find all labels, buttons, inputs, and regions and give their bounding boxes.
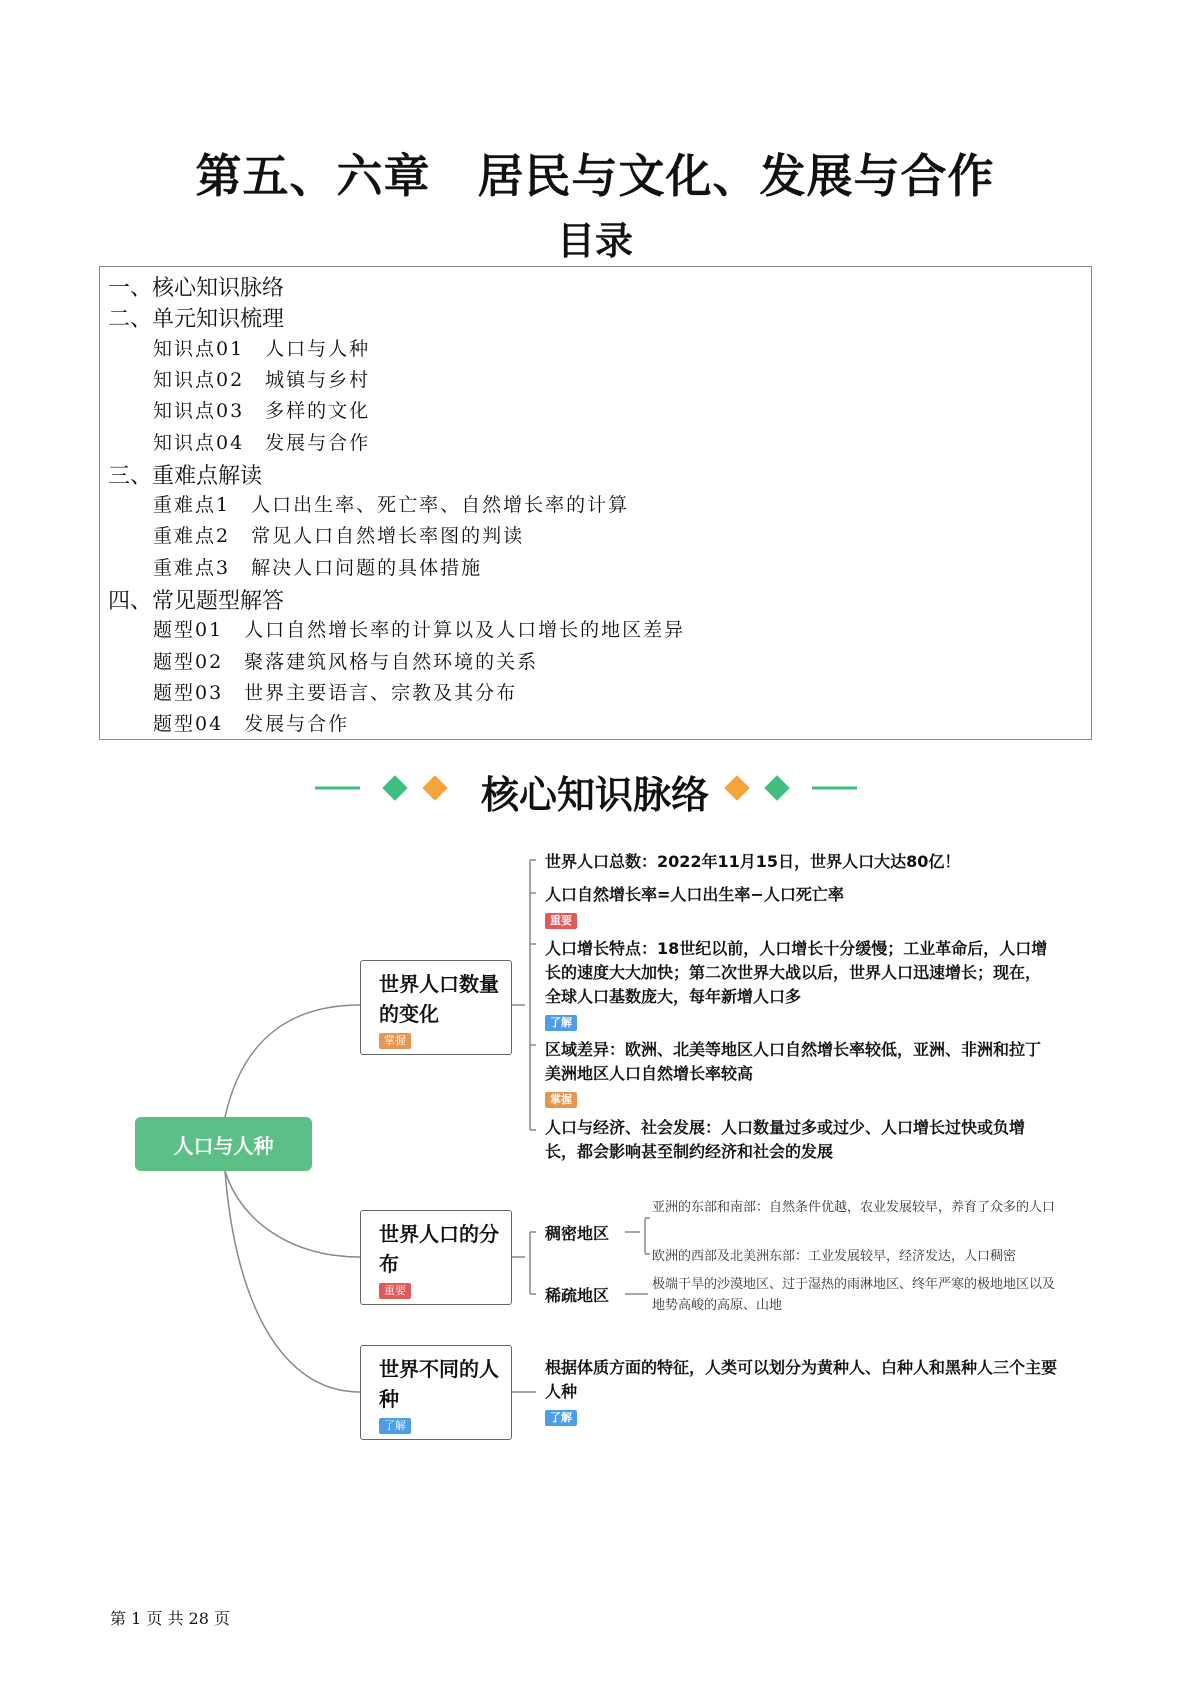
toc-entry: 题型01 人口自然增长率的计算以及人口增长的地区差异 <box>153 619 686 642</box>
toc-entry: 知识点01 人口与人种 <box>153 337 371 360</box>
toc-entry: 重难点1 人口出生率、死亡率、自然增长率的计算 <box>153 494 630 517</box>
section-title: 核心知识脉络 <box>480 773 709 817</box>
toc-section-heading: 二、单元知识梳理 <box>108 307 285 333</box>
tag-master: 掌握 <box>545 1092 577 1108</box>
toc-entry: 题型02 聚落建筑风格与自然环境的关系 <box>153 650 539 673</box>
branch-population-distribution <box>360 1210 512 1305</box>
tag-understand: 了解 <box>545 1410 577 1426</box>
page-footer: 第 1 页 共 28 页 <box>110 1609 230 1628</box>
leaf-population-and-economy: 人口与经济、社会发展：人口数量过多或过少、人口增长过快或负增长，都会影响甚至制约经济和社会的发展 <box>545 1118 1026 1161</box>
branch2-bracket <box>512 1232 536 1294</box>
leaf-growth-characteristics <box>545 937 1055 1033</box>
branch-label: 世界人口的分布 <box>379 1222 499 1276</box>
document-title: 第五、六章 居民与文化、发展与合作 <box>195 149 995 203</box>
leaf-text: 区域差异：欧洲、北美等地区人口自然增长率较低，亚洲、非洲和拉丁美洲地区人口自然增长率较高 <box>545 1040 1042 1083</box>
tag-understand: 了解 <box>545 1015 577 1031</box>
toc-entry: 知识点04 发展与合作 <box>153 431 371 454</box>
tag-understand: 了解 <box>379 1418 411 1434</box>
branch-label: 世界不同的人种 <box>379 1357 499 1411</box>
root-to-branch3 <box>225 1171 360 1392</box>
toc-section-heading: 一、核心知识脉络 <box>108 276 285 301</box>
toc-heading: 目录 <box>556 218 633 263</box>
branch-label: 世界人口数量的变化 <box>379 972 499 1026</box>
toc-entry: 知识点02 城镇与乡村 <box>153 368 371 391</box>
toc-section-heading: 三、重难点解读 <box>108 463 263 489</box>
leaf-text: 根据体质方面的特征，人类可以划分为黄种人、白种人和黑种人三个主要人种 <box>545 1358 1058 1401</box>
tag-important: 重要 <box>379 1283 411 1299</box>
branch-population-change <box>360 960 512 1055</box>
leaf-text: 人口自然增长率=人口出生率−人口死亡率 <box>545 885 844 904</box>
branch1-bracket <box>512 860 536 1130</box>
toc-entry: 知识点03 多样的文化 <box>153 400 371 423</box>
toc-entry: 重难点2 常见人口自然增长率图的判读 <box>153 525 525 548</box>
mindmap-root: 人口与人种 <box>135 1117 312 1171</box>
dense-region-label: 稠密地区 <box>545 1224 610 1243</box>
dense-region-asia: 亚洲的东部和南部：自然条件优越，农业发展较早，养育了众多的人口 <box>652 1200 1056 1215</box>
toc-entry: 题型04 发展与合作 <box>153 713 350 736</box>
toc-section-heading: 四、常见题型解答 <box>108 589 285 614</box>
leaf-regional-difference <box>545 1038 1055 1110</box>
leaf-text: 人口增长特点：18世纪以前，人口增长十分缓慢；工业革命后，人口增长的速度大大加快；第二次世界大战以后，世界人口迅速增长；现在，全球人口基数庞大，每年新增人口多 <box>545 939 1048 1006</box>
tag-important: 重要 <box>545 913 577 929</box>
toc-entry: 题型03 世界主要语言、宗教及其分布 <box>153 681 518 704</box>
toc-entry: 重难点3 解决人口问题的具体措施 <box>153 556 483 579</box>
branch-human-races <box>360 1345 512 1440</box>
root-to-branch2 <box>225 1171 360 1257</box>
tag-master: 掌握 <box>379 1033 411 1049</box>
sparse-region-label: 稀疏地区 <box>545 1286 610 1305</box>
leaf-world-population-total: 世界人口总数：2022年11月15日，世界人口大达80亿！ <box>545 852 961 871</box>
leaf-race-classification <box>545 1356 1065 1428</box>
dense-region-europe-na: 欧洲的西部及北美洲东部：工业发展较早，经济发达，人口稠密 <box>652 1249 1017 1264</box>
dense-bracket <box>625 1218 650 1254</box>
root-to-branch1 <box>225 1005 360 1117</box>
sparse-region-desc: 极端干旱的沙漠地区、过于湿热的雨淋地区、终年严寒的极地地区以及地势高峻的高原、山地 <box>652 1277 1056 1313</box>
leaf-growth-rate-formula <box>545 883 1055 931</box>
